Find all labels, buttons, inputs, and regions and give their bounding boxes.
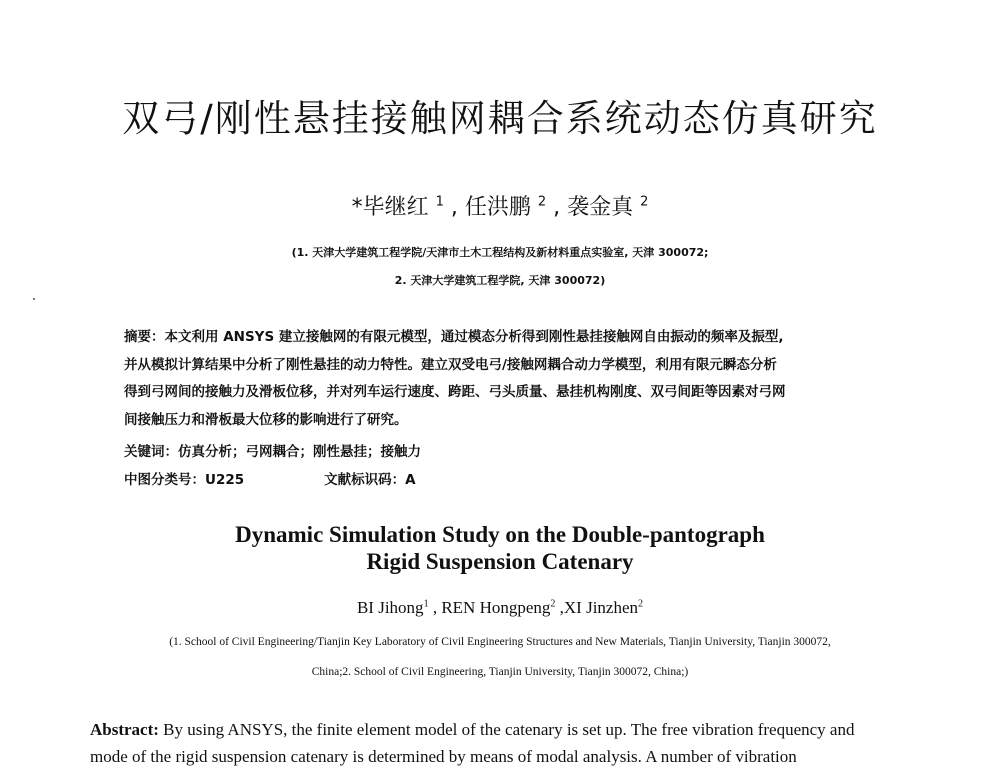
author-name: 袭金真 (567, 195, 634, 220)
author-name: 任洪鹏 (464, 195, 531, 220)
chinese-title: 双弓/刚性悬挂接触网耦合系统动态仿真研究 (122, 97, 878, 140)
clc-number: 中图分类号：U225 (124, 472, 245, 488)
chinese-affiliation-line: 2. 天津大学建筑工程学院, 天津 300072) (394, 274, 606, 287)
classification-line (124, 468, 416, 488)
author-separator: , (443, 195, 465, 220)
english-title-line: Dynamic Simulation Study on the Double-pantograph (235, 522, 765, 547)
english-authors (0, 598, 1000, 618)
author-affiliation-mark: 1 (435, 194, 444, 210)
chinese-affiliation-line: (1. 天津大学建筑工程学院/天津市土木工程结构及新材料重点实验室, 天津 300072; (291, 246, 709, 259)
abstract-line (90, 716, 916, 743)
english-abstract (90, 716, 916, 770)
author-affiliation-mark: 1 (423, 598, 429, 610)
author-separator: , (555, 598, 564, 617)
author-separator: , (428, 598, 442, 617)
author-affiliation-mark: 2 (638, 598, 644, 610)
author-name: REN Hongpeng (441, 598, 551, 617)
chinese-abstract (124, 324, 894, 434)
author-separator: , (546, 195, 568, 220)
author-name: 毕继红 (362, 195, 429, 220)
abstract-line: 摘要：本文利用 ANSYS 建立接触网的有限元模型，通过模态分析得到刚性悬挂接触网自由振动的频率及振型, (124, 329, 784, 345)
author-affiliation-mark: 2 (537, 194, 547, 210)
scan-speck (33, 298, 35, 300)
author-name: XI Jinzhen (563, 598, 639, 617)
abstract-line: 得到弓网间的接触力及滑板位移，并对列车运行速度、跨距、弓头质量、悬挂机构刚度、双弓间距等因素对弓网 (124, 384, 786, 400)
document-code: 文献标识码：A (324, 472, 416, 488)
chinese-keywords: 关键词：仿真分析；弓网耦合；刚性悬挂；接触力 (124, 444, 421, 460)
chinese-authors (0, 190, 1000, 221)
abstract-line: 并从模拟计算结果中分析了刚性悬挂的动力特性。建立双受电弓/接触网耦合动力学模型，利用有限元瞬态分析 (124, 356, 777, 373)
english-title-line: Rigid Suspension Catenary (366, 549, 634, 574)
english-affiliation-line: China;2. School of Civil Engineering, Tianjin University, Tianjin 300072, China;) (311, 666, 689, 678)
author-prefix: * (351, 195, 363, 220)
abstract-line: 间接触压力和滑板最大位移的影响进行了研究。 (124, 411, 408, 428)
abstract-label: Abstract: (90, 720, 159, 739)
author-name: BI Jihong (356, 598, 424, 617)
author-affiliation-mark: 2 (550, 598, 556, 610)
author-affiliation-mark: 2 (640, 194, 649, 210)
english-affiliation-line: (1. School of Civil Engineering/Tianjin Key Laboratory of Civil Engineering Structures and New Materials, Tianjin University, Tianjin 300072, (169, 636, 831, 648)
english-title (0, 521, 1000, 575)
abstract-text: By using ANSYS, the finite element model of the catenary is set up. The free vibration frequency and (158, 720, 855, 739)
abstract-line: mode of the rigid suspension catenary is determined by means of modal analysis. A number of vibration (90, 747, 797, 766)
